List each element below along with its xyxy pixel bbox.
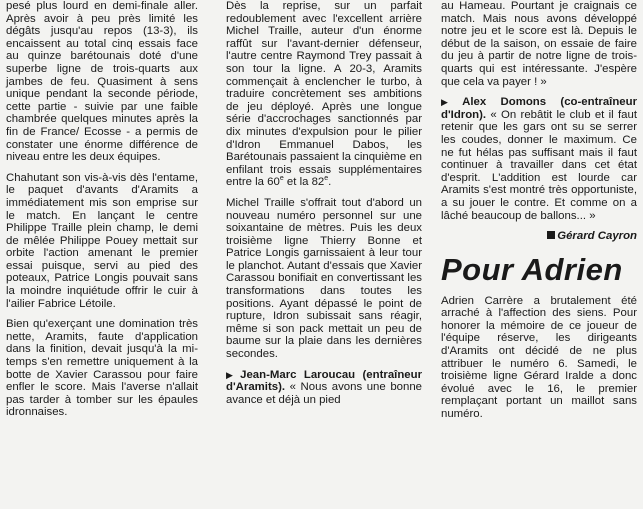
author-byline <box>441 230 637 243</box>
paragraph-text: . <box>328 176 332 189</box>
quote-text: « Nous avons une bonne avance et déjà un pied <box>226 381 422 406</box>
right-triangle-icon: ▶ <box>441 97 460 108</box>
section-title: Pour Adrien <box>441 251 623 287</box>
quote-speaker: Jean-Marc Laroucau (entraîneur d'Aramits). <box>226 368 422 394</box>
right-triangle-icon: ▶ <box>226 369 238 380</box>
quote-paragraph <box>226 369 422 407</box>
article-column-2 <box>226 0 422 414</box>
author-name: Gérard Cayron <box>557 230 637 243</box>
ordinal-suffix: e <box>324 175 329 183</box>
paragraph: Michel Traille s'offrait tout d'abord un nouveau numéro personnel sur une soixantaine de mètres. Puis les deux troisième ligne Thierry Bonne et Patrice Longis garnissaient à leur tour le planchot. Autant d'essais que Xavier Carassou bonifiait en convertissant les transformations dans toutes les positions. Ayant dépassé le point de rupture, Idron subissait sans réagir, même si son pack mettait un peu de baume sur la plaie dans les dernières secondes. <box>226 196 422 361</box>
paragraph-text: et la 82 <box>283 176 325 189</box>
black-square-icon <box>547 231 555 239</box>
paragraph: au Hameau. Pourtant je craignais ce match. Mais nous avons développé notre jeu et le score est là. Depuis le début de la saison, on essaie de faire du jeu à partir de notre ligne de trois-quarts qui est intéressante. J'espère que cela va payer ! » <box>441 0 637 88</box>
paragraph: Bien qu'exerçant une domination très nette, Aramits, faute d'application dans la finition, devait jusqu'à la mi-temps s'en remettre uniquement à la botte de Xavier Carassou pour faire enfler le score. Mais l'averse n'allait pas tarder à tomber sur les épaules idronnaises. <box>6 318 198 419</box>
paragraph <box>226 0 422 189</box>
paragraph: Adrien Carrère a brutalement été arraché à l'affection des siens. Pour honorer la mémoire de ce joueur de l'équipe réserve, les dirigeants d'Aramits ont décidé de ne plus attribuer le numéro 6. Samedi, le troisième ligne Gérard Iralde a donc évolué avec le 16, le premier remplaçant portant un maillot sans numéro. <box>441 294 637 421</box>
paragraph-text: Dès la reprise, sur un parfait redoublement avec l'excellent arrière Michel Traille, auteur d'un énorme raffût sur l'avant-dernier défenseur, l'autre centre Raymond Trey passait à son tour la ligne. A 20-3, Aramits commençait à enclencher le turbo, à traduire concrètement ses ambitions de jeu déployé. Après une longue série d'accrochages sanctionnés par dix minutes d'expulsion pour le pilier d'Idron Emmanuel Dabos, les Barétounais passaient la cinquième en enfilant trois essais supplémentaires entre la 60 <box>226 0 422 189</box>
paragraph: pesé plus lourd en demi-finale aller. Après avoir à peu près limité les dégâts jusqu'au repos (13-3), ils encaissent au total cinq essais face au quinze barétounais doté d'une superbe ligne de trois-quarts aux jambes de feu. Quasiment à sens unique pendant la seconde période, cette partie - suivie par une faible chambrée quelques minutes après la fin de France/ Ecosse - a permis de constater une énorme différence de niveau entre les deux équipes. <box>6 0 198 164</box>
paragraph: Chahutant son vis-à-vis dès l'entame, le paquet d'avants d'Aramits a immédiatement mis son emprise sur le match. En lançant le centre Philippe Traille plein champ, le demi de mêlée Philippe Pouey mettait sur orbite l'action amenant le premier essai puisque, servi au pied des poteaux, Patrice Longis pouvait sans la moindre inquiétude offrir le cuir à l'ailier Fabrice Létoile. <box>6 171 198 310</box>
article-column-1 <box>6 0 198 427</box>
article-column-3 <box>441 0 637 429</box>
quote-paragraph <box>441 96 637 222</box>
quote-text: « On rebâtit le club et il faut retenir que les gars ont su se serrer les coudes, donner le maximum. Ce ne fut hélas pas suffisant mais il faut continuer à travailler dans cet état d'esprit. L'addition est lourde car Aramits s'est montré très opportuniste, a su jouer le contre. Et comme on a lâché beaucoup de ballons... » <box>441 108 637 222</box>
quote-speaker: Alex Domons (co-entraîneur d'Idron). <box>441 96 637 121</box>
ordinal-suffix: e <box>279 175 284 183</box>
